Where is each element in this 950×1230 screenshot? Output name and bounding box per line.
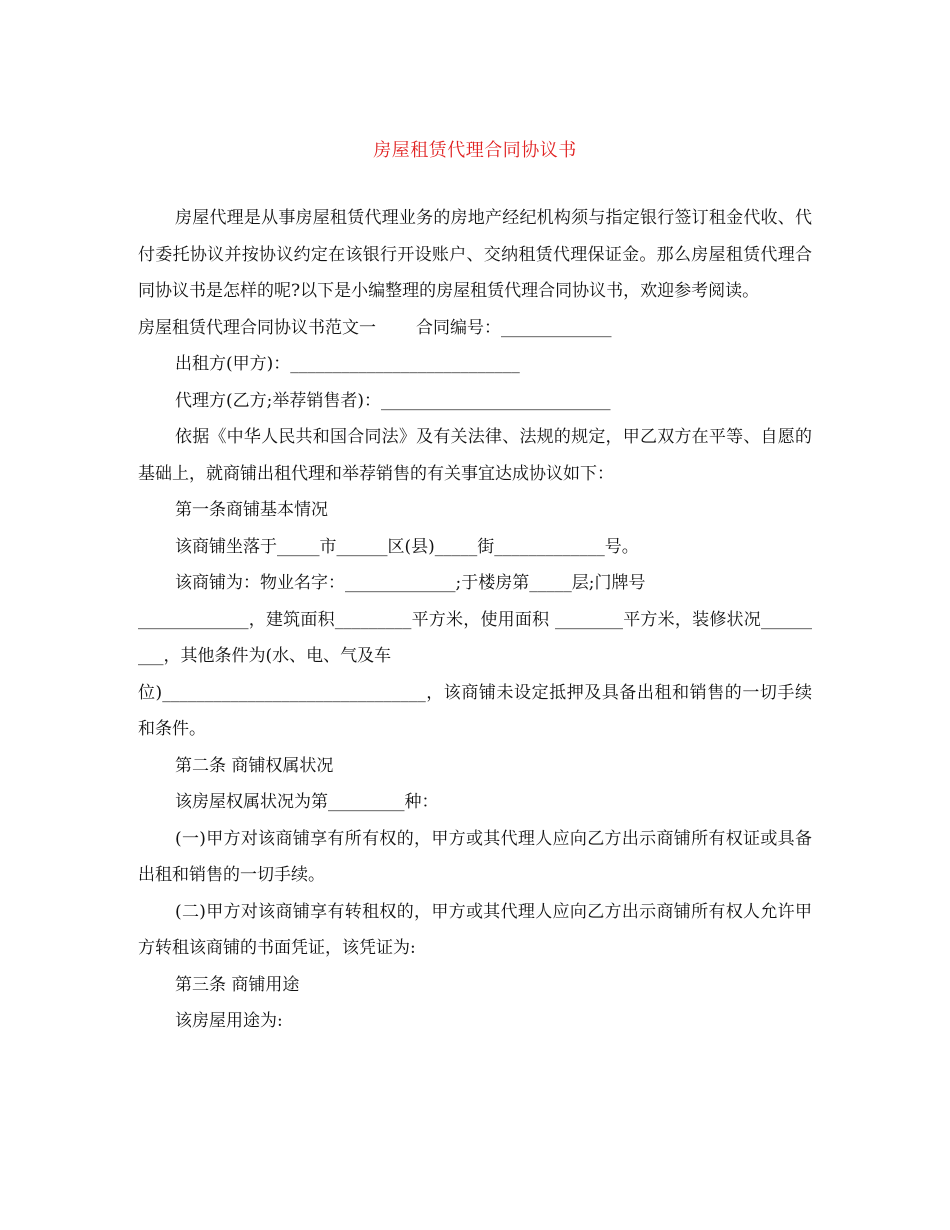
document-title: 房屋租赁代理合同协议书: [373, 140, 577, 161]
article-1-heading: 第一条商铺基本情况: [175, 500, 328, 520]
legal-basis-paragraph: 依据《中华人民共和国合同法》及有关法律、法规的规定，甲乙双方在平等、自愿的基础上，就商铺出租代理和举荐销售的有关事宜达成协议如下：: [138, 427, 812, 484]
ownership-clause-2: (二)甲方对该商铺享有转租权的，甲方或其代理人应向乙方出示商铺所有权人允许甲方转租该商铺的书面凭证，该凭证为:: [138, 901, 812, 958]
shop-location-field: 该商铺坐落于_____市______区(县)_____街_____________号。: [175, 536, 639, 557]
ownership-clause-1: (一)甲方对该商铺享有所有权的，甲方或其代理人应向乙方出示商铺所有权证或具备出租和销售的一切手续。: [138, 828, 812, 885]
lessor-field: 出租方(甲方)：___________________________: [175, 354, 520, 374]
shop-property-field: 该商铺为：物业名字：_____________;于楼房第_____层;门牌号: [175, 573, 646, 593]
sample-heading: 房屋租赁代理合同协议书范文一: [138, 317, 376, 338]
sample-heading-line: [138, 310, 812, 347]
article-3-heading: 第三条 商铺用途: [175, 974, 300, 995]
document-body: [138, 200, 812, 1040]
contract-number-field: 合同编号：_____________: [416, 317, 612, 338]
shop-area-field: _____________，建筑面积_________平方米，使用面积 ________平方米，装修状况_________，其他条件为(水、电、气及车: [138, 609, 812, 666]
ownership-type-field: 该房屋权属状况为第_________种：: [175, 792, 439, 812]
usage-field: 该房屋用途为:: [175, 1011, 283, 1031]
article-2-heading: 第二条 商铺权属状况: [175, 755, 334, 776]
intro-paragraph: 房屋代理是从事房屋租赁代理业务的房地产经纪机构须与指定银行签订租金代收、代付委托协议并按协议约定在该银行开设账户、交纳租赁代理保证金。那么房屋租赁代理合同协议书是怎样的呢?以下是小编整理的房屋租赁代理合同协议书，欢迎参考阅读。: [138, 208, 812, 301]
agent-field: 代理方(乙方;举荐销售者)：___________________________: [175, 390, 611, 411]
shop-conditions-field: 位)_______________________________，该商铺未设定抵押及具备出租和销售的一切手续和条件。: [138, 682, 812, 739]
